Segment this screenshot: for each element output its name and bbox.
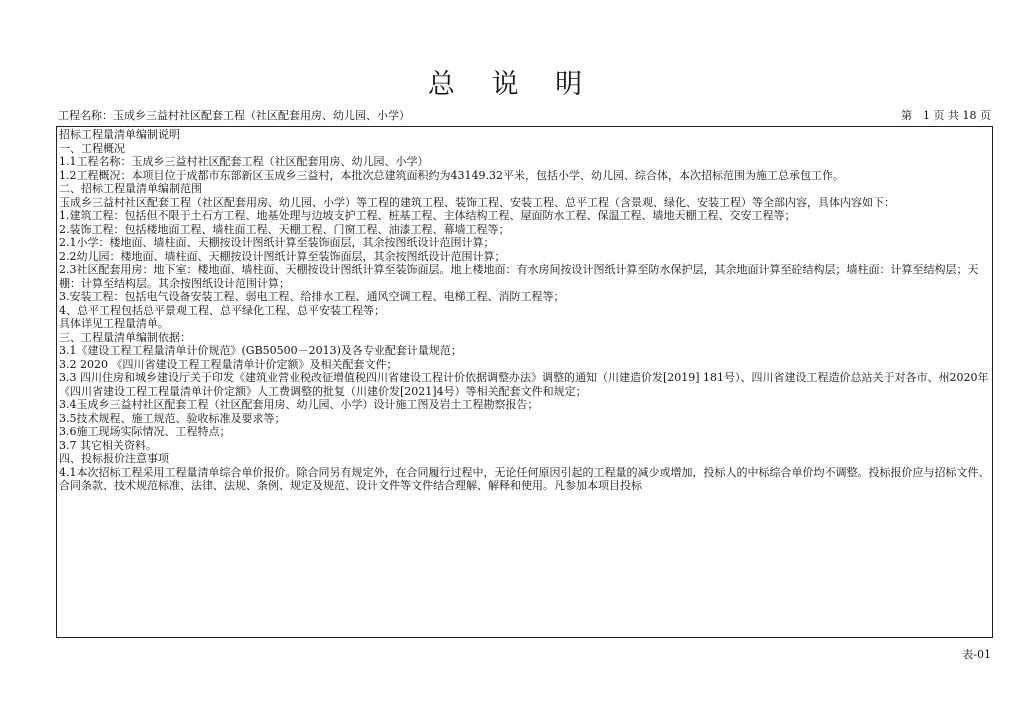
text-line: 招标工程量清单编制说明 [59,128,180,141]
text-line: 3.1《建设工程工程量清单计价规范》(GB50500－2013)及各专业配套计量规范； [59,344,462,357]
text-line: 4.1本次招标工程采用工程量清单综合单价报价。除合同另有规定外，在合同履行过程中，无论任何原因引起的工程量的减少或增加，投标人的中标综合单价均不调整。投标报价应与招标文件、合同条款、技术规范标准、法律、法规、条例、规定及规范、设计文件等文件结合理解、解释和使用。凡参加本项目投标 [59,465,990,492]
text-line: 3.7 其它相关资料。 [59,438,157,452]
text-line: 3.5技术规程、施工规范、验收标准及要求等； [59,411,286,425]
description-text [59,128,990,493]
project-name: 工程名称：玉成乡三益村社区配套工程（社区配套用房、幼儿园、小学） [58,109,410,122]
text-line: 3.6施工现场实际情况、工程特点； [59,425,231,438]
text-line: 4、总平工程包括总平景观工程、总平绿化工程、总平安装工程等； [59,303,385,317]
text-line: 1.建筑工程：包括但不限于土石方工程、地基处理与边坡支护工程、桩基工程、主体结构工程、屋面防水工程、保温工程、墙地天棚工程、交安工程等； [59,209,796,222]
text-line: 3.3 四川住房和城乡建设厅关于印发《建筑业营业税改征增值税四川省建设工程计价依据调整办法》调整的通知（川建造价发[2019] 181号）、四川省建设工程造价总站关于对各市、州2020年《四川省建设工程工程量清单计价定额》人工费调整的批复（川建价发[2021]4号）等相关配套文件和规定； [59,371,989,398]
page-number: 第 1 页 共 18 页 [901,109,991,122]
text-line: 3.4玉成乡三益村社区配套工程（社区配套用房、幼儿园、小学）设计施工图及岩土工程勘察报告； [59,398,539,411]
text-line: 具体详见工程量清单。 [59,317,169,330]
text-line: 2.3社区配套用房：地下室：楼地面、墙柱面、天棚按设计图纸计算至装饰面层。地上楼地面：有水房间按设计图纸计算至防水保护层，其余地面计算至砼结构层；墙柱面：计算至结构层；天棚：计算至结构层。其余按图纸设计范围计算； [59,263,979,290]
text-line: 三、工程量清单编制依据： [59,330,191,344]
page-title: 总 说 明 [427,69,597,100]
text-line: 四、投标报价注意事项 [59,452,169,465]
text-line: 2.1小学：楼地面、墙柱面、天棚按设计图纸计算至装饰面层，其余按图纸设计范围计算； [59,236,495,249]
content-frame [56,126,993,638]
form-number: 表-01 [962,648,991,661]
text-line: 1.2工程概况：本项目位于成都市东部新区玉成乡三益村，本批次总建筑面积约为43149.32平米，包括小学、幼儿园、综合体，本次招标范围为施工总承包工作。 [59,168,844,182]
text-line: 1.1工程名称：玉成乡三益村社区配套工程（社区配套用房、幼儿园、小学） [59,155,429,168]
text-line: 3.2 2020 《四川省建设工程工程量清单计价定额》及相关配套文件； [59,357,398,371]
text-line: 玉成乡三益村社区配套工程（社区配套用房、幼儿园、小学）等工程的建筑工程、装饰工程、安装工程、总平工程（含景观、绿化、安装工程）等全部内容，具体内容如下： [59,195,895,209]
text-line: 2.装饰工程：包括楼地面工程、墙柱面工程、天棚工程、门窗工程、油漆工程、幕墙工程等； [59,222,510,236]
text-line: 2.2幼儿园：楼地面、墙柱面、天棚按设计图纸计算至装饰面层，其余按图纸设计范围计算； [59,249,506,263]
text-line: 一、工程概况 [59,141,125,155]
text-line: 二、招标工程量清单编制范围 [59,182,202,195]
text-line: 3.安装工程：包括电气设备安装工程、弱电工程、给排水工程、通风空调工程、电梯工程、消防工程等； [59,290,565,303]
